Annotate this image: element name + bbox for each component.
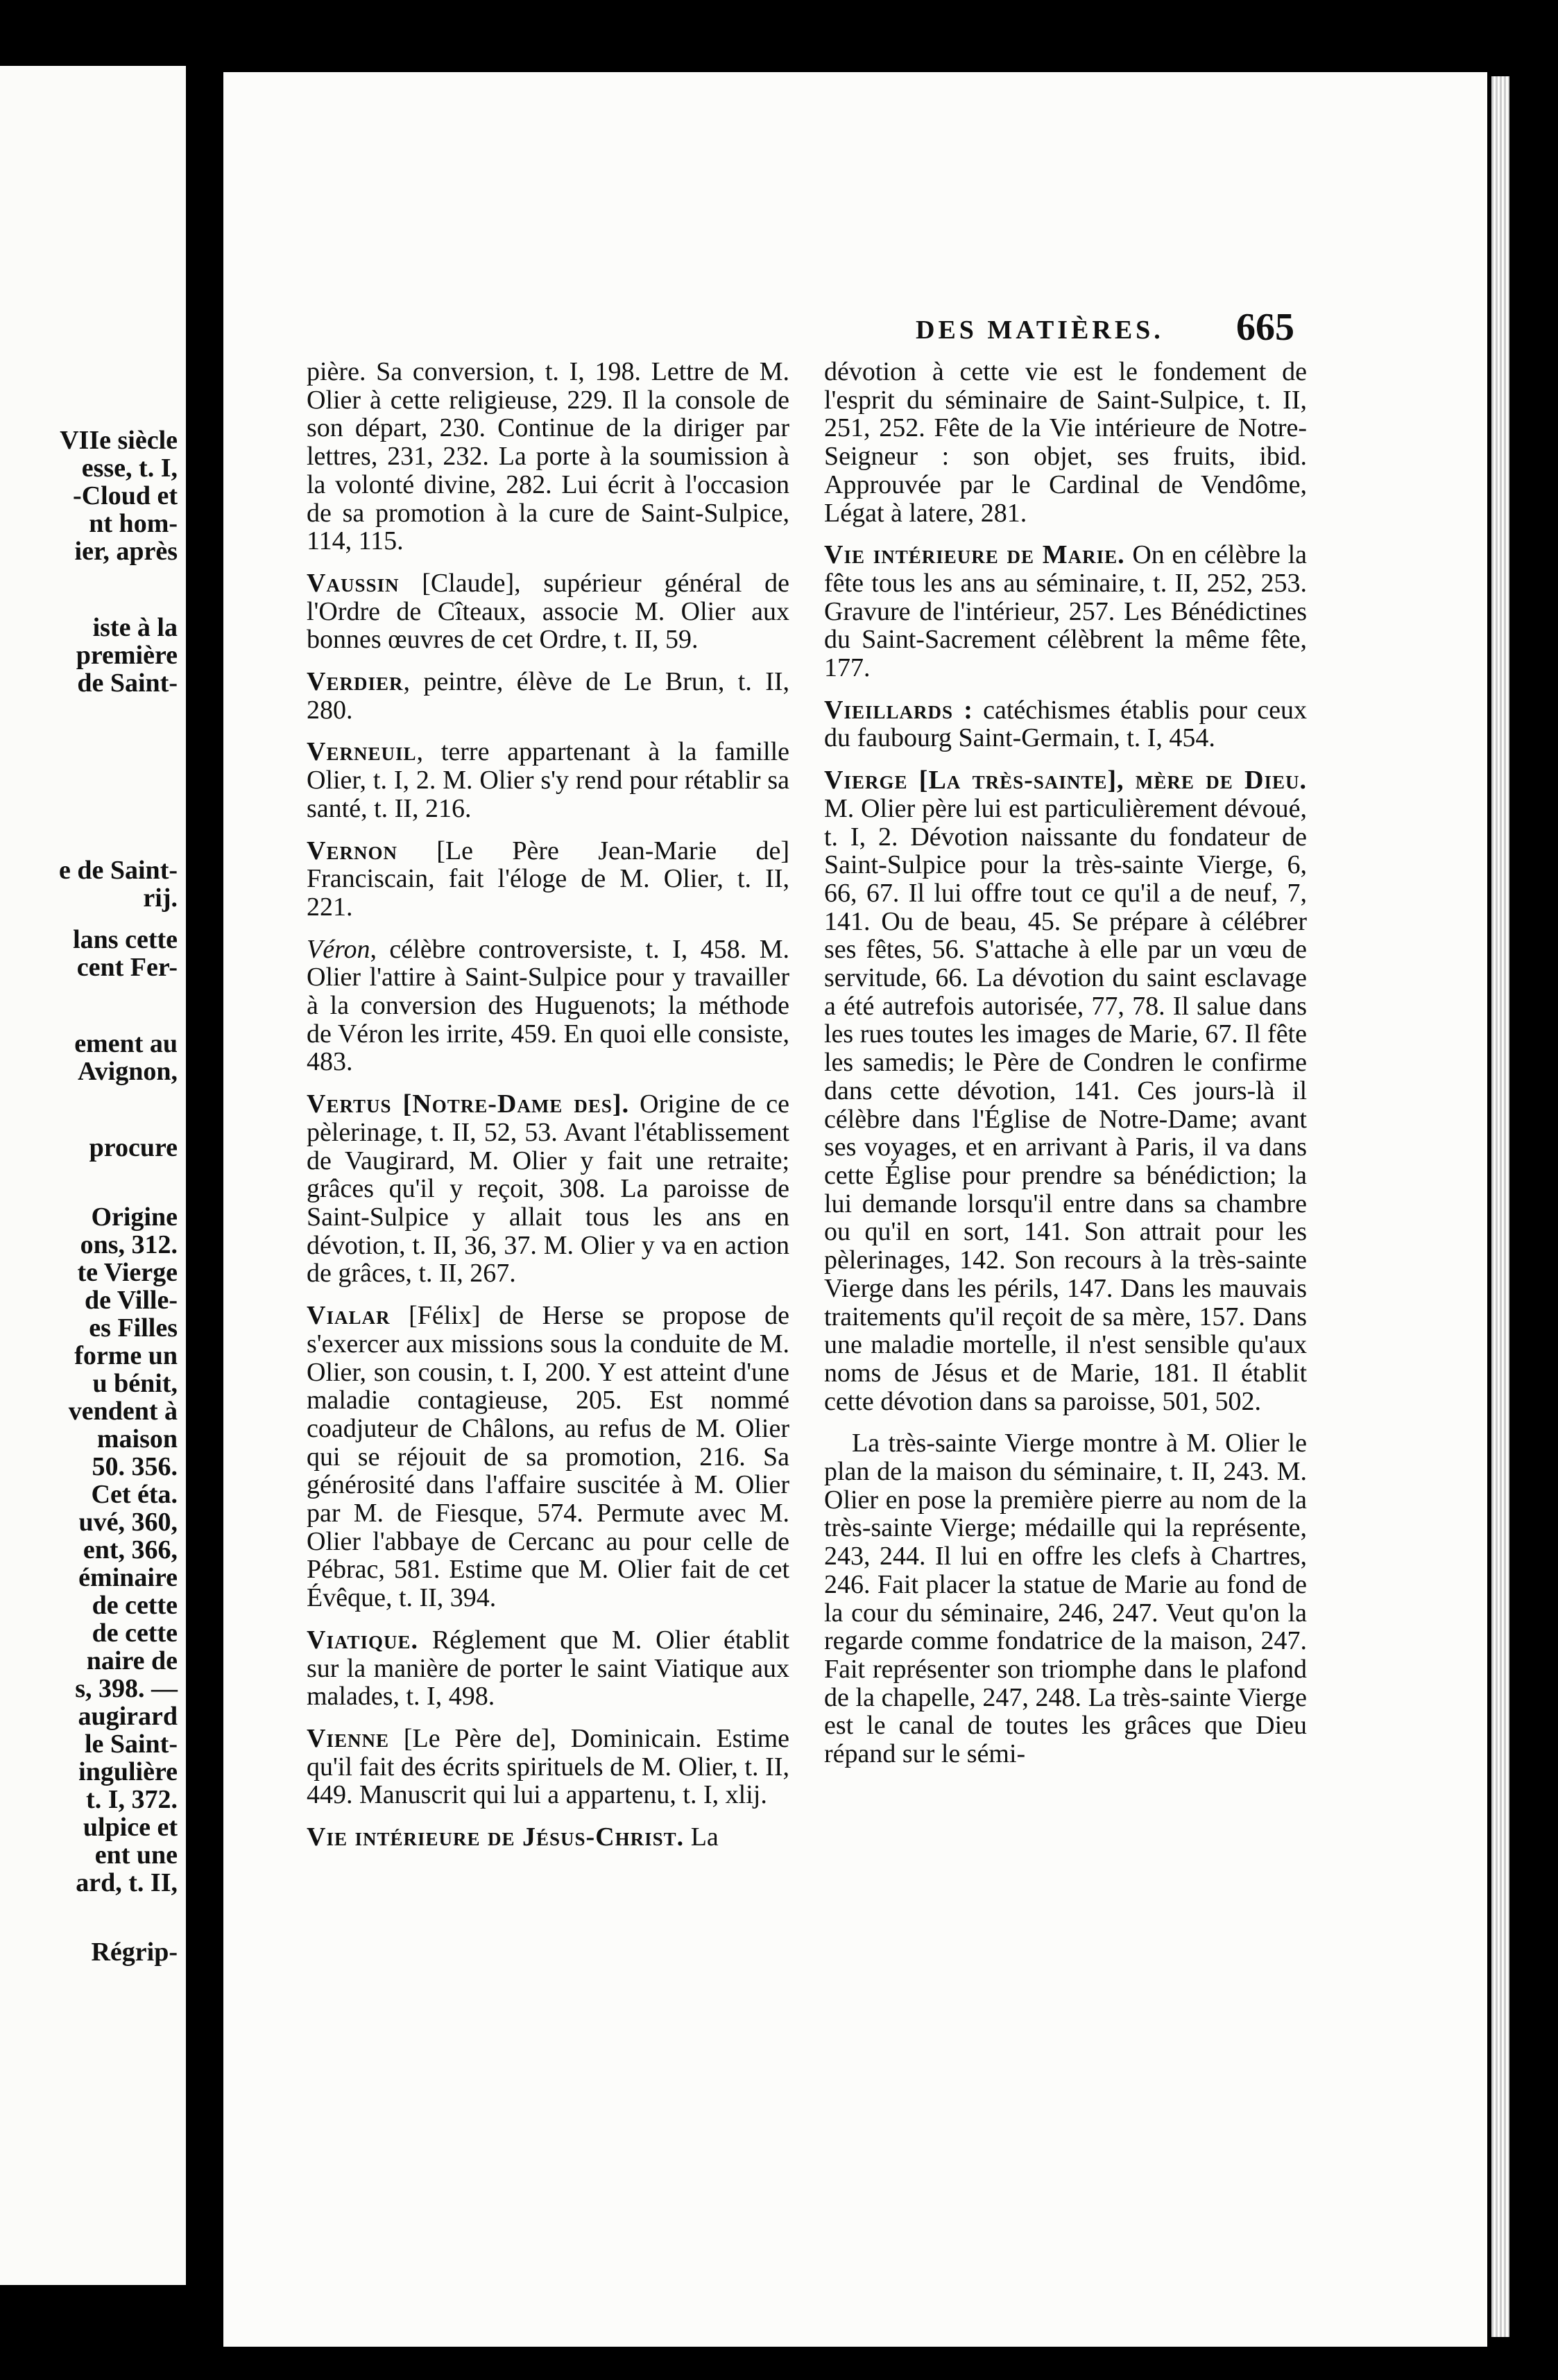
fragment-line: de cette [92,1619,178,1648]
fragment-line: de Saint- [77,669,178,698]
index-entry: Verneuil, terre appartenant à la famille Olier, t. I, 2. M. Olier s'y rend pour rétablir sa santé, t. II, 216. [307,737,789,823]
fragment-line: ard, t. II, [76,1868,178,1897]
fragment-line: uvé, 360, [78,1508,178,1537]
fragment-line: ent une [94,1840,178,1870]
fragment-line: naire de [86,1646,178,1675]
index-entry: Vierge [La très-sainte], mère de Dieu. M. Olier père lui est particulièrement dévoué, t. I, 2. Dévotion naissante du fondateur de Saint-Sulpice pour la très-sainte Vierge, 6, 66, 67. Il lui offre tout ce qu'il a de neuf, 7, 141. Ou de beau, 45. Se prépare à célébrer ses fêtes, 56. S'attache à elle par un vœu de servitude, 66. La dévotion du saint esclavage a été autrefois autorisée, 77, 78. Il salue dans les rues toutes les images de Marie, 67. Il fête les samedis; le Père de Condren le confirme dans cette dévotion, 141. Ces jours-là il célèbre dans l'Église de Notre-Dame; avant ses voyages, et en arrivant à Paris, il va dans cette Église pour prendre sa bénédiction; la lui demande lorsqu'il entre dans sa chambre ou qu'il en sort, 141. Son attrait pour les pèlerinages, 142. Son recours à la très-sainte Vierge dans les périls, 147. Dans les mauvais traitements qu'il reçoit de sa mère, 157. Dans une maladie mortelle, il n'est sensible qu'aux noms de Jésus et de Marie, 181. Il établit cette dévotion dans sa paroisse, 501, 502. [824,766,1307,1416]
fragment-line: ier, après [74,537,178,566]
fragment-line: première [76,641,178,670]
fragment-line: vendent à [68,1397,178,1426]
fragment-line: t. I, 372. [86,1785,178,1814]
fragment-line: esse, t. I, [81,454,178,483]
index-entry: pière. Sa conversion, t. I, 198. Lettre de M. Olier à cette religieuse, 229. Il la console de son départ, 230. Continue de la diriger par lettres, 231, 232. La porte à la soumission à la volonté divine, 282. Lui écrit à l'occasion de sa promotion à la cure de Saint-Sulpice, 114, 115. [307,357,789,556]
index-column-right [824,358,1307,1782]
fragment-line: rij. [143,883,178,913]
index-entry: dévotion à cette vie est le fondement de l'esprit du séminaire de Saint-Sulpice, t. II, 251, 252. Fête de la Vie intérieure de Notre-Seigneur : son objet, ses fruits, ibid. Approuvée par le Cardinal de Vendôme, Légat à latere, 281. [824,357,1307,528]
index-entry: Viatique. Réglement que M. Olier établit sur la manière de porter le saint Viatique aux malades, t. I, 498. [307,1625,789,1711]
page-number: 665 [1236,306,1294,349]
fragment-line: éminaire [78,1563,178,1592]
index-entry: Vienne [Le Père de], Dominicain. Estime qu'il fait des écrits spirituels de M. Olier, t. II, 449. Manuscrit qui lui a appartenu, t. I, xlij. [307,1723,789,1810]
fragment-line: de cette [92,1591,178,1620]
fragment-line: procure [89,1133,178,1162]
index-entry: Vernon [Le Père Jean-Marie de] Franciscain, fait l'éloge de M. Olier, t. II, 221. [307,836,789,922]
fragment-line: ons, 312. [80,1230,178,1259]
fragment-line: Origine [91,1202,178,1232]
fragment-line: augirard [78,1702,178,1731]
fragment-line: es Filles [89,1313,178,1343]
running-header [223,306,1487,350]
index-page [223,72,1487,2347]
fragment-line: de Ville- [84,1286,178,1315]
fragment-line: iste à la [92,613,178,642]
fragment-line: Cet éta. [91,1480,178,1509]
fragment-line: Régrip- [91,1938,178,1967]
fragment-line: lans cette [73,925,178,954]
fragment-line: Avignon, [78,1057,178,1086]
fragment-line: cent Fer- [76,953,178,982]
fragment-line: nt hom- [89,509,178,538]
index-entry: Vialar [Félix] de Herse se propose de s'exercer aux missions sous la conduite de M. Olier, son cousin, t. I, 200. Y est atteint d'une maladie contagieuse, 205. Est nommé coadjuteur de Châlons, au refus de M. Olier qui se réjouit de sa promotion, 216. Sa générosité dans l'affaire suscitée à M. Olier par M. de Fiesque, 574. Permute avec M. Olier l'abbaye de Cercanc au pour celle de Pébrac, 581. Estime que M. Olier fait de cet Évêque, t. II, 394. [307,1301,789,1613]
index-entry: Vaussin [Claude], supérieur général de l'Ordre de Cîteaux, associe M. Olier aux bonnes œuvres de cet Ordre, t. II, 59. [307,568,789,655]
header-title: DES MATIÈRES. [916,316,1164,345]
fragment-line: ulpice et [83,1813,178,1842]
index-entry: Vieillards : catéchismes établis pour ceux du faubourg Saint-Germain, t. I, 454. [824,695,1307,753]
fragment-line: te Vierge [77,1258,178,1287]
fragment-line: 50. 356. [92,1452,178,1481]
fragment-line: -Cloud et [73,481,178,510]
fragment-line: maison [96,1424,178,1454]
left-page-fragment [0,66,186,2285]
index-entry: Vertus [Notre-Dame des]. Origine de ce pèlerinage, t. II, 52, 53. Avant l'établissement de Vaugirard, M. Olier y fait une retraite; grâces qu'il y reçoit, 308. La paroisse de Saint-Sulpice y allait tous les ans en dévotion, t. II, 36, 37. M. Olier y va en action de grâces, t. II, 267. [307,1089,789,1288]
index-entry: Véron, célèbre controversiste, t. I, 458. M. Olier l'attire à Saint-Sulpice pour y travailler à la conversion des Huguenots; la méthode de Véron les irrite, 459. En quoi elle consiste, 483. [307,934,789,1077]
fragment-line: VIIe siècle [60,426,178,455]
fragment-line: e de Saint- [59,856,178,885]
fragment-line: s, 398. — [75,1674,178,1703]
index-entry: Verdier, peintre, élève de Le Brun, t. II, 280. [307,667,789,725]
fragment-line: ement au [74,1029,178,1058]
index-entry: Vie intérieure de Marie. On en célèbre la fête tous les ans au séminaire, t. II, 252, 253. Gravure de l'intérieur, 257. Les Bénédictines du Saint-Sacrement célèbrent la même fête, 177. [824,540,1307,683]
index-column-left [307,358,789,1865]
fragment-line: ent, 366, [83,1535,178,1564]
fragment-line: u bénit, [92,1369,178,1398]
index-entry: La très-sainte Vierge montre à M. Olier le plan de la maison du séminaire, t. II, 243. M. Olier en pose la première pierre au nom de la très-sainte Vierge; médaille qui la représente, 243, 244. Il lui en offre les clefs à Chartres, 246. Fait placer la statue de Marie au fond de la cour du séminaire, 246, 247. Veut qu'on la regarde comme fondatrice de la maison, 247. Fait représenter son triomphe dans le plafond de la chapelle, 247, 248. La très-sainte Vierge est le canal de toutes les grâces que Dieu répand sur le sémi- [824,1429,1307,1769]
fragment-line: forme un [74,1341,178,1370]
fragment-line: ingulière [78,1757,178,1786]
index-entry: Vie intérieure de Jésus-Christ. La [307,1822,719,1852]
page-edge [1491,76,1509,2337]
fragment-line: le Saint- [84,1730,178,1759]
